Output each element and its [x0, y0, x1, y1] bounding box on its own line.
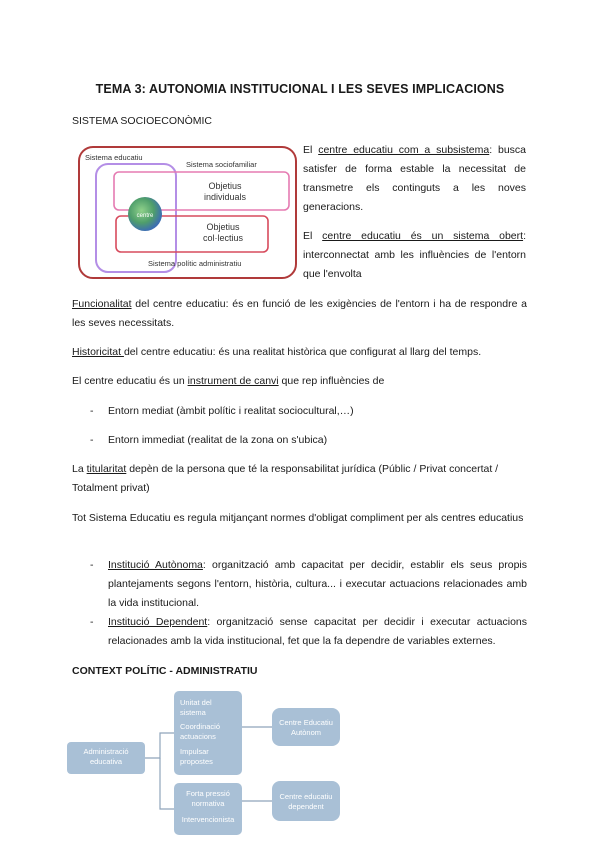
historicity-paragraph: Historicitat del centre educatiu: és una realitat històrica que configurat al llarg del temps. — [72, 346, 482, 358]
bottom-label: Sistema polític administratiu — [148, 259, 242, 268]
autonomous-box — [272, 708, 340, 746]
political-admin-diagram — [62, 688, 352, 838]
bottom-mid-line: Intervencionista — [181, 815, 235, 824]
autonomous-line1: Centre Educatiu — [279, 718, 333, 727]
connector — [160, 758, 174, 809]
box1-line1: Objetius — [208, 181, 242, 191]
bottom-mid-line: normativa — [191, 799, 225, 808]
dependent-line1: Centre educatiu — [279, 792, 333, 801]
bottom-mid-line: Forta pressió — [186, 789, 230, 798]
section-title-political: CONTEXT POLÍTIC - ADMINISTRATIU — [72, 665, 258, 677]
box2-line2: col·lectius — [202, 233, 244, 243]
list-item: - Entorn immediat (realitat de la zona on s'ubica) — [90, 434, 328, 446]
top-mid-line: Unitat del — [180, 698, 212, 707]
systems-diagram — [78, 146, 298, 280]
connector — [145, 733, 174, 758]
page-title: TEMA 3: AUTONOMIA INSTITUCIONAL I LES SEVES IMPLICACIONS — [95, 82, 505, 96]
admin-line2: educativa — [89, 757, 123, 766]
list-item: - Entorn mediat (àmbit polític i realitat sociocultural,…) — [90, 405, 354, 417]
top-mid-line: sistema — [180, 708, 206, 717]
ownership-paragraph: La titularitat depèn de la persona que té la responsabilitat jurídica (Públic / Privat concertat / Totalment privat) — [72, 463, 499, 494]
section-title-socioeconomic: SISTEMA SOCIOECONÒMIC — [72, 115, 213, 127]
dependent-line2: dependent — [288, 802, 324, 811]
autonomous-line2: Autònom — [290, 728, 322, 737]
list-item: - Institució Dependent: organització sense capacitat per decidir i executar actuacions relacionades amb la vida institucional, fet que la fa dependre de variables externes. — [90, 616, 528, 647]
functionality-paragraph: Funcionalitat del centre educatiu: és en funció de les exigències de l'entorn i ha de respondre a les seves necessitats. — [72, 298, 527, 329]
instrument-paragraph: El centre educatiu és un instrument de canvi que rep influències de — [72, 375, 385, 387]
top-mid-line: actuacions — [180, 732, 216, 741]
top-label: Sistema sociofamiliar — [186, 160, 257, 169]
subsystem-paragraph: El centre educatiu com a subsistema: busca satisfer de forma estable la necessitat de transmetre els continguts a les noves generacions. — [303, 144, 526, 213]
admin-line1: Administració — [83, 747, 129, 756]
top-mid-line: Impulsar — [180, 747, 209, 756]
top-mid-line: propostes — [180, 757, 213, 766]
regulation-paragraph: Tot Sistema Educatiu es regula mitjançant normes d'obligat compliment per als centres educatius — [72, 512, 524, 524]
box1-line2: individuals — [203, 192, 247, 202]
circle-label: centre — [136, 213, 154, 219]
open-system-paragraph: El centre educatiu és un sistema obert: interconnectat amb les influències de l'entorn que l'envolta — [303, 230, 526, 280]
dependent-box — [272, 781, 340, 821]
box2-line1: Objetius — [206, 222, 240, 232]
list-item: - Institució Autònoma: organització amb capacitat per decidir, establir els seus propis plantejaments segons l'entorn, història, cultura... i executar actuacions relacionades amb la vida institucional. — [90, 559, 528, 609]
outer-label: Sistema educatiu — [85, 153, 143, 162]
top-mid-line: Coordinació — [180, 722, 221, 731]
